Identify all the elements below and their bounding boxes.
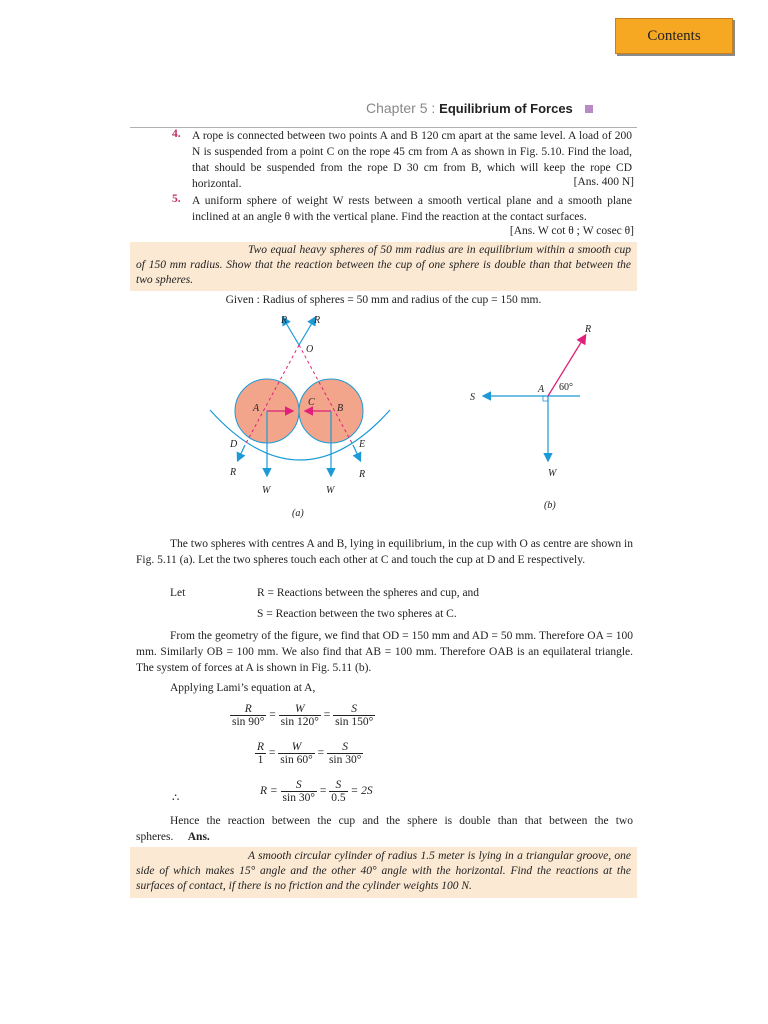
- example-text: A smooth circular cylinder of radius 1.5 meter is lying in a triangular groove, one side of which makes 15° angle and the other 40° angle with the horizontal. Find the reactions at the surfaces of contact, if there is no friction and the cylinder weights 100 N.: [136, 850, 631, 892]
- body-paragraph: From the geometry of the figure, we find that OD = 150 mm and AD = 50 mm. Therefore OA = 100 mm. Similarly OB = 100 mm. We also find that AB = 100 mm. Therefore OAB is an equilateral triangle. The system of forces at A is shown in Fig. 5.11 (b).: [136, 630, 633, 674]
- chapter-label: Chapter 5 :: [366, 100, 440, 116]
- problem-number: 5.: [172, 193, 181, 205]
- label-r: R: [585, 324, 592, 335]
- equation-step: $\frac{R}{1}$ = $\frac{W}{\sin 60^\circ}$ = $\frac{S}{\sin 30^\circ}$: [257, 741, 362, 766]
- label-r: R: [281, 315, 288, 326]
- conclusion-paragraph: Hence the reaction between the cup and the sphere is double than that between the two spheres. Ans.: [136, 815, 633, 843]
- label-s: S: [470, 392, 475, 403]
- equation-lami: $\frac{R}{\sin 90^\circ}$ = $\frac{W}{\sin 120^\circ}$ = $\frac{S}{\sin 150^\circ}$: [232, 703, 374, 728]
- definition-s: S = Reaction between the two spheres at C.: [257, 608, 457, 620]
- label-r: R: [314, 315, 321, 326]
- label-o: O: [306, 344, 314, 355]
- body-paragraph: The two spheres with centres A and B, lying in equilibrium, in the cup with O as centre are shown in Fig. 5.11 (a). Let the two spheres touch each other at C and touch the cup at D and E respectively.: [136, 538, 633, 566]
- problem-number: 4.: [172, 128, 181, 140]
- equation-result: R = $\frac{S}{\sin 30^\circ}$ = $\frac{S}{0.5}$ = 2S: [260, 779, 373, 804]
- chapter-title: Equilibrium of Forces: [439, 101, 573, 116]
- chapter-marker-icon: [585, 105, 593, 113]
- example-text: Two equal heavy spheres of 50 mm radius are in equilibrium within a smooth cup of 150 mm radius. Show that the reaction between the cup of one sphere is double than that between the two spheres.: [136, 244, 631, 286]
- problem-answer: [Ans. 400 N]: [573, 176, 634, 188]
- caption-a: (a): [292, 508, 304, 519]
- chapter-heading: [366, 100, 593, 116]
- let-label: Let: [170, 587, 186, 599]
- answer-label: Ans.: [187, 831, 210, 843]
- caption-b: (b): [544, 500, 556, 511]
- example-statement: [130, 242, 637, 291]
- label-b: B: [337, 403, 344, 414]
- definition-r: R = Reactions between the spheres and cup, and: [257, 587, 480, 599]
- figure-5-11a: [200, 310, 400, 525]
- label-w: W: [548, 468, 557, 479]
- figure-5-11b: [462, 318, 602, 518]
- given-line: Given : Radius of spheres = 50 mm and radius of the cup = 150 mm.: [225, 294, 542, 306]
- label-a: A: [538, 384, 545, 395]
- problem-answer: [Ans. W cot θ ; W cosec θ]: [509, 225, 634, 237]
- problem-text: A uniform sphere of weight W rests between a smooth vertical plane and a smooth plane inclined at an angle θ with the vertical plane. Find the reaction at the contact surfaces.: [192, 195, 632, 223]
- label-a: A: [253, 403, 260, 414]
- label-w: W: [326, 485, 335, 496]
- label-c: C: [308, 397, 315, 408]
- example-statement: [130, 847, 637, 898]
- contents-button[interactable]: Contents: [615, 18, 733, 54]
- problem-text: A rope is connected between two points A and B 120 cm apart at the same level. A load of 200 N is suspended from a point C on the rope 45 cm from A as shown in Fig. 5.10. Find the load, that should be suspended from the rope D 30 cm from B, which will keep the rope CD horizontal.: [192, 130, 632, 190]
- label-r: R: [359, 469, 366, 480]
- label-w: W: [262, 485, 271, 496]
- label-angle: 60°: [559, 382, 573, 393]
- label-e: E: [359, 439, 366, 450]
- body-paragraph: Applying Lami’s equation at A,: [170, 682, 316, 694]
- label-r: R: [230, 467, 237, 478]
- label-d: D: [230, 439, 238, 450]
- therefore-symbol: ∴: [172, 792, 180, 804]
